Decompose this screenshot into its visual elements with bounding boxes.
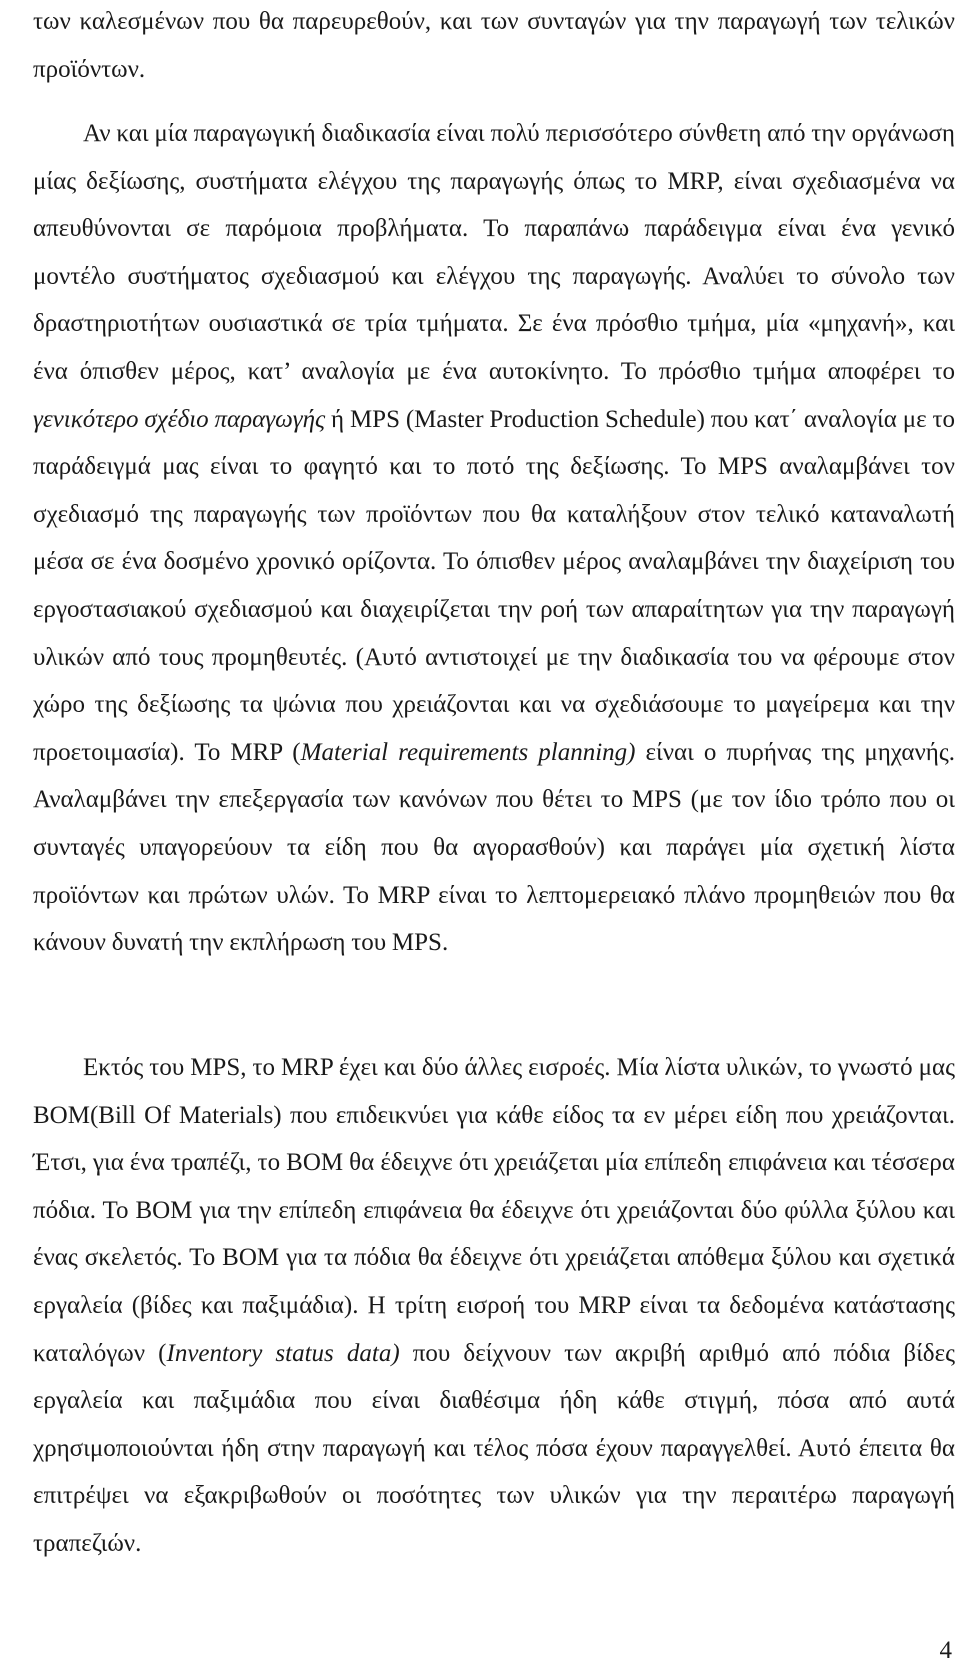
paragraph-italic-text: γενικότερο σχέδιο παραγωγής bbox=[33, 405, 326, 433]
paragraph-text: ή MPS (Master Production Schedule) που κατ΄ αναλογία με το παράδειγμά μας είναι το φαγητό και το ποτό της δεξίωσης. Το MPS αναλαμβάνει τον σχεδιασμό της παραγωγής των προϊόντων που θα καταλήξουν στον τελικό καταναλωτή μέσα σε ένα δοσμένο χρονικό ορίζοντα. Το όπισθεν μέρος αναλαμβάνει την διαχείριση του εργοστασιακού σχεδιασμού και διαχειρίζεται την ροή των απαραίτητων για την παραγωγή υλικών από τους προμηθευτές. (Αυτό αντιστοιχεί με την διαδικασία του να φέρουμε στον χώρο της δεξίωσης τα ψώνια που χρειάζονται και να σχεδιάσουμε το μαγείρεμα και την προετοιμασία). Το MRP ( bbox=[33, 405, 956, 766]
paragraph-text: είναι ο πυρήνας της μηχανής. Αναλαμβάνει την επεξεργασία των κανόνων που θέτει το MPS (με τον ίδιο τρόπο που οι συνταγές υπαγορεύουν τα είδη που θα αγορασθούν) και παράγει μία σχετική λίστα προϊόντων και πρώτων υλών. Το MRP είναι το λεπτομερειακό πλάνο προμηθειών που θα κάνουν δυνατή την εκπλήρωση του MPS. bbox=[33, 738, 955, 957]
paragraph-continuation bbox=[33, 0, 955, 93]
paragraph-text: Αν και μία παραγωγική διαδικασία είναι πολύ περισσότερο σύνθετη από την οργάνωση μίας δεξίωσης, συστήματα ελέγχου της παραγωγής όπως το MRP, είναι σχεδιασμένα να απευθύνονται σε παρόμοια προβλήματα. Το παραπάνω παράδειγμα είναι ένα γενικό μοντέλο συστήματος σχεδιασμού και ελέγχου της παραγωγής. Αναλύει το σύνολο των δραστηριοτήτων ουσιαστικά σε τρία τμήματα. Σε ένα πρόσθιο τμήμα, μία «μηχανή», και ένα όπισθεν μέρος, κατ’ αναλογία με ένα αυτοκίνητο. Το πρόσθιο τμήμα αποφέρει το bbox=[33, 120, 955, 385]
paragraph-text: Εκτός του MPS, το MRP έχει και δύο άλλες εισροές. Μία λίστα υλικών, το γνωστό μας BOM(Bill Of Materials) που επιδεικνύει για κάθε είδος τα εν μέρει είδη που χρειάζονται. Έτσι, για ένα τραπέζι, το BOM θα έδειχνε ότι χρειάζεται μία επίπεδη επιφάνεια και τέσσερα πόδια. Το BOM για την επίπεδη επιφάνεια θα έδειχνε ότι χρειάζονται δύο φύλλα ξύλου και ένας σκελετός. Το BOM για τα πόδια θα έδειχνε ότι χρειάζεται απόθεμα ξύλου και σχετικά εργαλεία (βίδες και παξιμάδια). Η τρίτη εισροή του MRP είναι τα δεδομένα κατάστασης καταλόγων ( bbox=[33, 1054, 955, 1367]
page-number: 4 bbox=[939, 1637, 952, 1664]
paragraph-text: των καλεσμένων που θα παρευρεθούν, και των συνταγών για την παραγωγή των τελικών προϊόντων. bbox=[33, 8, 955, 83]
paragraph-italic-text: Material requirements planning) bbox=[300, 738, 636, 766]
paragraph-text: που δείχνουν των ακριβή αριθμό από πόδια βίδες εργαλεία και παξιμάδια που είναι διαθέσιμα ήδη κάθε στιγμή, πόσα από αυτά χρησιμοποιούνται ήδη στην παραγωγή και τέλος πόσα έχουν παραγγελθεί. Αυτό έπειτα θα επιτρέψει να εξακριβωθούν οι ποσότητες των υλικών για την περαιτέρω παραγωγή τραπεζιών. bbox=[33, 1339, 955, 1557]
paragraph-mrp-inputs bbox=[33, 1044, 955, 1568]
paragraph-mrp-overview bbox=[33, 110, 955, 967]
paragraph-italic-text: Inventory status data) bbox=[166, 1339, 400, 1367]
